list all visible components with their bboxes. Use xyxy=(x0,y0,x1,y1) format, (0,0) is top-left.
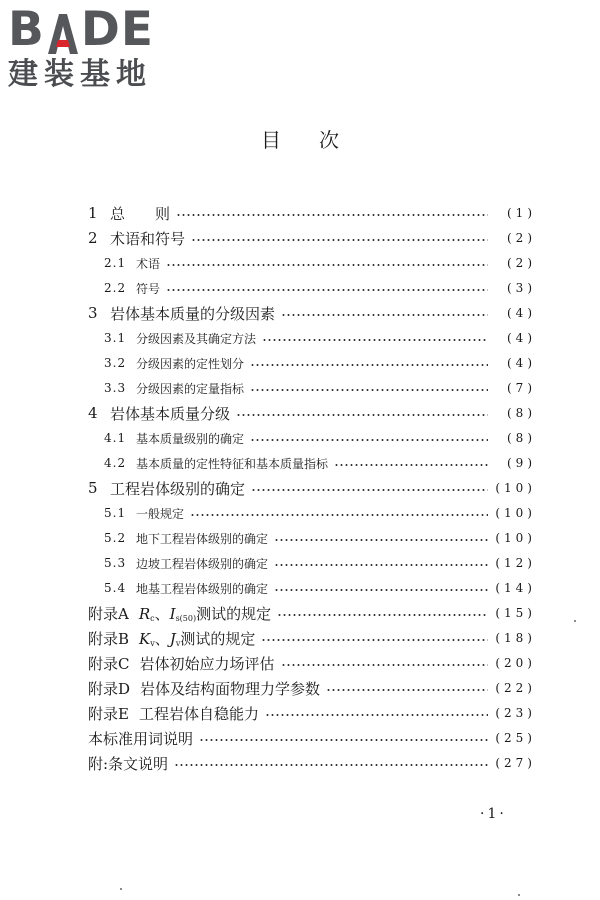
toc-label: 测试的规定 xyxy=(180,629,256,648)
toc-entry-3-3[interactable] xyxy=(88,375,536,401)
toc-label: 工程岩体级别的确定 xyxy=(110,479,246,498)
toc-entry-5-1[interactable] xyxy=(88,500,536,526)
leader-dots xyxy=(281,314,488,316)
toc-entry-3-1[interactable] xyxy=(88,325,536,351)
leader-dots xyxy=(250,389,488,391)
toc-entry-4[interactable] xyxy=(88,400,536,426)
toc-label: 地下工程岩体级别的确定 xyxy=(136,531,269,546)
toc-label: 岩体基本质量分级 xyxy=(110,404,231,423)
toc-entry-2-1[interactable] xyxy=(88,250,536,276)
scan-speck xyxy=(120,888,122,890)
leader-dots xyxy=(261,639,488,641)
leader-dots xyxy=(274,589,488,591)
toc-label: 工程岩体自稳能力 xyxy=(138,704,259,723)
toc-page: (4) xyxy=(507,331,536,345)
leader-dots xyxy=(277,614,488,616)
toc-number: 5.1 xyxy=(104,506,127,520)
leader-dots xyxy=(274,564,488,566)
toc-number: 1 xyxy=(88,204,98,222)
toc-label: 测试的规定 xyxy=(196,604,272,623)
leader-dots xyxy=(176,214,488,216)
toc-label: 分级因素的定性划分 xyxy=(136,356,245,371)
toc-label: 一般规定 xyxy=(136,506,185,521)
toc-number: 附录B xyxy=(88,629,130,648)
toc-entry-2[interactable] xyxy=(88,225,536,251)
leader-dots xyxy=(251,489,488,491)
symbol-kv: K xyxy=(139,629,151,648)
leader-dots xyxy=(174,764,488,766)
toc-number: 3.1 xyxy=(104,331,127,345)
toc-entry-5-3[interactable] xyxy=(88,550,536,576)
toc-number: 5.3 xyxy=(104,556,127,570)
toc-entry-explanation[interactable] xyxy=(88,750,536,776)
toc-label-formula xyxy=(139,628,255,649)
toc-number: 2.1 xyxy=(104,256,127,270)
subscript: s(50) xyxy=(175,613,197,623)
toc-page: (20) xyxy=(495,656,536,670)
symbol-rc: R xyxy=(138,604,151,623)
toc-label: 边坡工程岩体级别的确定 xyxy=(136,556,269,571)
leader-dots xyxy=(262,339,488,341)
toc-page: (12) xyxy=(495,556,536,570)
toc-label: 分级因素及其确定方法 xyxy=(136,331,257,346)
toc-label: 总 则 xyxy=(110,204,171,223)
toc-page: (10) xyxy=(495,506,536,520)
toc-number: 附录C xyxy=(88,654,130,673)
toc-label-formula xyxy=(139,603,271,624)
toc-page: (18) xyxy=(495,631,536,645)
toc-label: 术语和符号 xyxy=(110,229,186,248)
toc-entry-4-2[interactable] xyxy=(88,450,536,476)
toc-entry-3[interactable] xyxy=(88,300,536,326)
leader-dots xyxy=(199,739,488,741)
toc-page: (10) xyxy=(495,531,536,545)
toc-page: (23) xyxy=(495,706,536,720)
leader-dots xyxy=(191,239,488,241)
toc-entry-wording[interactable] xyxy=(88,725,536,751)
symbol-is: I xyxy=(169,604,176,623)
toc-number: 5.2 xyxy=(104,531,127,545)
toc-number: 附录A xyxy=(88,604,129,623)
toc-number: 3 xyxy=(88,304,98,322)
logo-subtitle: 建装基地 xyxy=(8,57,152,92)
logo-a-glyph xyxy=(46,14,80,54)
toc-number: 5 xyxy=(88,479,98,497)
toc-label: 术语 xyxy=(136,256,161,271)
toc-number: 附录E xyxy=(88,704,129,723)
separator: 、 xyxy=(154,604,170,623)
toc-number: 2 xyxy=(88,229,98,247)
toc-label: 岩体初始应力场评估 xyxy=(139,654,275,673)
toc-page: (4) xyxy=(507,356,536,370)
toc-number: 附录D xyxy=(88,679,131,698)
toc-entry-appendix-e[interactable] xyxy=(88,700,536,726)
toc-entry-3-2[interactable] xyxy=(88,350,536,376)
toc-label: 符号 xyxy=(136,281,161,296)
symbol-jv: J xyxy=(169,629,176,648)
toc-page: (3) xyxy=(507,281,536,295)
subscript: v xyxy=(150,638,155,648)
toc-page: (14) xyxy=(495,581,536,595)
toc-label: 分级因素的定量指标 xyxy=(136,381,245,396)
toc-page: (22) xyxy=(495,681,536,695)
toc-page: (9) xyxy=(507,456,536,470)
toc-entry-appendix-b[interactable] xyxy=(88,625,536,651)
scan-speck xyxy=(574,620,576,622)
subscript: c xyxy=(150,613,155,623)
leader-dots xyxy=(236,414,488,416)
separator: 、 xyxy=(154,629,170,648)
subscript: v xyxy=(175,638,181,648)
toc-label: 附:条文说明 xyxy=(88,754,169,773)
toc-label: 岩体基本质量的分级因素 xyxy=(110,304,276,323)
toc-entry-5[interactable] xyxy=(88,475,536,501)
page-title: 目次 xyxy=(261,128,377,152)
toc-label: 地基工程岩体级别的确定 xyxy=(136,581,269,596)
leader-dots xyxy=(250,439,488,441)
toc-number: 4 xyxy=(88,404,98,422)
toc-number: 3.3 xyxy=(104,381,127,395)
toc-entry-5-4[interactable] xyxy=(88,575,536,601)
toc-page: (10) xyxy=(495,481,536,495)
toc-entry-appendix-c[interactable] xyxy=(88,650,536,676)
leader-dots xyxy=(334,464,488,466)
toc-page: (27) xyxy=(495,756,536,770)
bade-logo xyxy=(8,2,178,92)
toc-page: (1) xyxy=(507,206,536,220)
toc-label: 基本质量的定性特征和基本质量指标 xyxy=(136,456,329,471)
toc-page: (25) xyxy=(495,731,536,745)
toc-entry-appendix-d[interactable] xyxy=(88,675,536,701)
toc-number: 3.2 xyxy=(104,356,127,370)
toc-label: 本标准用词说明 xyxy=(88,729,194,748)
scan-speck xyxy=(518,894,520,896)
toc-page: (8) xyxy=(507,406,536,420)
logo-wordmark: B DE xyxy=(8,2,154,57)
leader-dots xyxy=(190,514,488,516)
toc-entry-1[interactable] xyxy=(88,200,536,226)
leader-dots xyxy=(250,364,488,366)
toc-number: 4.1 xyxy=(104,431,127,445)
toc-number: 5.4 xyxy=(104,581,127,595)
toc-label: 岩体及结构面物理力学参数 xyxy=(140,679,321,698)
toc-label: 基本质量级别的确定 xyxy=(136,431,245,446)
toc-page: (8) xyxy=(507,431,536,445)
leader-dots xyxy=(166,264,488,266)
toc-page: (2) xyxy=(507,256,536,270)
leader-dots xyxy=(274,539,488,541)
toc-entry-5-2[interactable] xyxy=(88,525,536,551)
toc-entry-4-1[interactable] xyxy=(88,425,536,451)
leader-dots xyxy=(265,714,488,716)
toc-entry-appendix-a[interactable] xyxy=(88,600,536,626)
toc-page: (15) xyxy=(495,606,536,620)
leader-dots xyxy=(281,664,489,666)
toc-number: 4.2 xyxy=(104,456,127,470)
toc-page: (7) xyxy=(507,381,536,395)
toc-page: (4) xyxy=(507,306,536,320)
toc-page: (2) xyxy=(507,231,536,245)
leader-dots xyxy=(326,689,488,691)
toc-entry-2-2[interactable] xyxy=(88,275,536,301)
toc-number: 2.2 xyxy=(104,281,127,295)
leader-dots xyxy=(166,289,488,291)
page-number: ·1· xyxy=(480,806,507,822)
